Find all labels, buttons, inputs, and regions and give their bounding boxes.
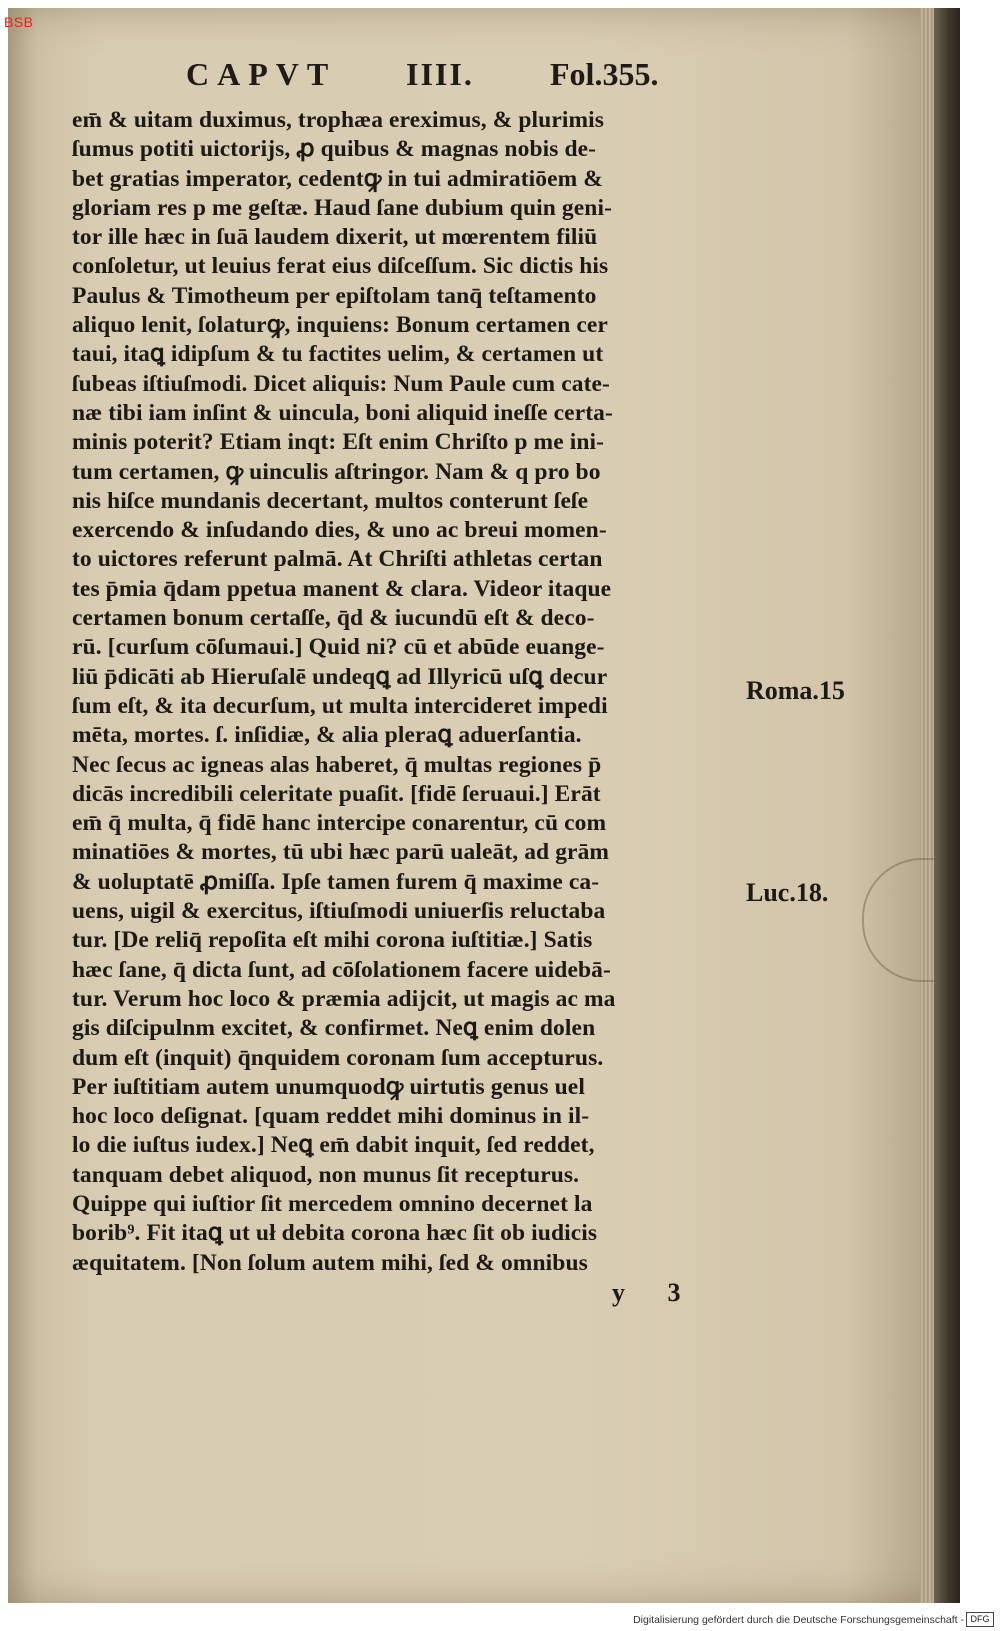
text-line: dum eſt (inquit) q̄nquidem coronam ſum accepturus. bbox=[72, 1044, 604, 1071]
dfg-credit: Digitalisierung gefördert durch die Deutsche Forschungsgemeinschaft - bbox=[633, 1614, 964, 1626]
running-header bbox=[168, 56, 688, 96]
margin-note-roma: Roma.15 bbox=[746, 676, 845, 705]
bsb-watermark: BSB bbox=[4, 14, 34, 30]
text-line: dicās incredibili celeritate puaſit. [fidē ſeruaui.] Erāt bbox=[72, 780, 601, 807]
text-line: liū p̄dicāti ab Hieruſalē undeqꝗ ad Illyricū uſꝗ decur bbox=[72, 663, 608, 690]
book-page bbox=[8, 8, 960, 1603]
text-line: taui, itaꝗ idipſum & tu factites uelim, & certamen ut bbox=[72, 341, 604, 368]
text-line: aliquo lenit, ſolaturꝙ, inquiens: Bonum certamen cer bbox=[72, 312, 608, 339]
book-spine-shadow bbox=[934, 8, 960, 1603]
text-line: tor ille hæc in ſuā laudem dixerit, ut mœrentem filiū bbox=[72, 224, 598, 251]
text-line: tanquam debet aliquod, non munus ſit recepturus. bbox=[72, 1161, 580, 1188]
text-line: uens, uigil & exercitus, iſtiuſmodi uniuerſis reluctaba bbox=[72, 898, 606, 925]
text-line: Quippe qui iuſtior ſit mercedem omnino decernet la bbox=[72, 1190, 593, 1217]
signature-mark: y 3 bbox=[612, 1278, 699, 1307]
text-line: minis poterit? Etiam inqt: Eſt enim Chriſto p me ini- bbox=[72, 429, 605, 456]
text-line: ſum eſt, & ita decurſum, ut multa intercideret impedi bbox=[72, 692, 608, 719]
header-chapter: IIII. bbox=[406, 56, 474, 92]
text-line: exercendo & inſudando dies, & uno ac breui momen- bbox=[72, 517, 607, 544]
text-line: rū. [curſum cōſumaui.] Quid ni? cū et abūde euange- bbox=[72, 634, 605, 661]
clasp-impression bbox=[862, 858, 934, 982]
text-line: Per iuſtitiam autem unumquodꝙ uirtutis genus uel bbox=[72, 1073, 585, 1100]
text-line: æquitatem. [Non ſolum autem mihi, ſed & omnibus bbox=[72, 1249, 588, 1276]
text-line: em̄ & uitam duximus, trophæa ereximus, & plurimis bbox=[72, 107, 605, 133]
page-edges bbox=[920, 8, 934, 1603]
text-line: hoc loco deſignat. [quam reddet mihi dominus in il- bbox=[72, 1103, 590, 1130]
margin-note-luc: Luc.18. bbox=[746, 878, 829, 907]
text-line: tum certamen, ꝙ uinculis aſtringor. Nam & q pro bo bbox=[72, 458, 601, 485]
text-line: hæc ſane, q̄ dicta ſunt, ad cōſolationem facere uidebā- bbox=[72, 956, 611, 983]
text-line: ſubeas iſtiuſmodi. Dicet aliquis: Num Paule cum cate- bbox=[72, 370, 610, 397]
text-line: borib⁹. Fit itaꝗ ut uł debita corona hæc ſit ob iudicis bbox=[72, 1220, 598, 1247]
text-line: conſoletur, ut leuius ferat eius diſceſſum. Sic dictis his bbox=[72, 253, 609, 280]
text-line: & uoluptatē ꝓmiſſa. Ipſe tamen furem q̄ maxime ca- bbox=[72, 868, 600, 895]
text-line: em̄ q̄ multa, q̄ fidē hanc intercipe conarentur, cū com bbox=[72, 810, 607, 837]
text-line: mēta, mortes. ſ. inſidiæ, & alia pleraꝗ aduerſantia. bbox=[72, 722, 582, 749]
text-line: tur. [De reliq̄ repoſita eſt mihi corona iuſtitiæ.] Satis bbox=[72, 927, 593, 954]
text-line: ſumus potiti uictorijs, ꝓ quibus & magnas nobis de- bbox=[72, 136, 597, 163]
header-folio: Fol.355. bbox=[550, 56, 659, 92]
text-line: tur. Verum hoc loco & præmia adijcit, ut magis ac ma bbox=[72, 985, 616, 1012]
text-line: gloriam res p me geſtæ. Haud ſane dubium quin geni- bbox=[72, 194, 612, 221]
text-line: bet gratias imperator, cedentꝙ in tui admiratiōem & bbox=[72, 165, 603, 192]
text-line: Paulus & Timotheum per epiſtolam tanq̄ teſtamento bbox=[72, 282, 597, 309]
text-line: gis diſcipulnm excitet, & confirmet. Neꝗ enim dolen bbox=[72, 1015, 596, 1042]
text-line: minatiōes & mortes, tū ubi hæc parū ualeāt, ad grām bbox=[72, 839, 610, 866]
text-line: to uictores referunt palmā. At Chriſti athletas certan bbox=[72, 546, 603, 573]
text-line: nis hiſce mundanis decertant, multos conterunt ſeſe bbox=[72, 487, 589, 514]
text-line: Nec ſecus ac igneas alas haberet, q̄ multas regiones p̄ bbox=[72, 751, 602, 778]
dfg-logo: DFG bbox=[966, 1612, 994, 1627]
body-text bbox=[72, 106, 772, 1278]
text-line: næ tibi iam inſint & uincula, boni aliquid ineſſe certa- bbox=[72, 399, 613, 426]
header-caput: CAPVT bbox=[186, 56, 337, 92]
text-line: lo die iuſtus iudex.] Neꝗ em̄ dabit inquit, ſed reddet, bbox=[72, 1132, 595, 1159]
text-line: tes p̄mia q̄dam ppetua manent & clara. Videor itaque bbox=[72, 575, 612, 602]
text-line: certamen bonum certaſſe, q̄d & iucundū eſt & deco- bbox=[72, 605, 595, 632]
